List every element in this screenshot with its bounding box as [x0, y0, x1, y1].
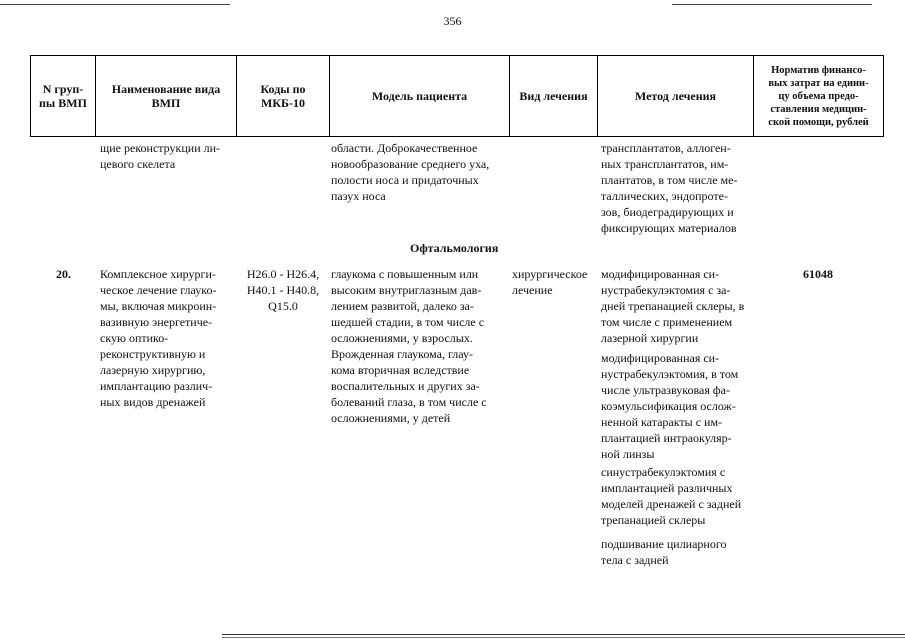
icd-codes: H26.0 - H26.4, H40.1 - H40.8, Q15.0 — [246, 267, 320, 313]
financial-norm-value: 61048 — [803, 267, 833, 281]
continuation-method: трансплантатов, аллоген- ных трансплантатов, им- плантатов, в том числе ме- таллических, эндопроте- зов, биодеградирующих и фиксирующих материалов — [601, 141, 738, 235]
section-title: Офтальмология — [410, 241, 499, 255]
page-number: 356 — [443, 14, 462, 28]
header-bottom-border — [30, 136, 884, 137]
treatment-method-1: модифицированная си- нустрабекулэктомия с за- дней трепанацией склеры, в том числе с применением лазерной хирургии — [601, 267, 745, 345]
continuation-name: щие реконструкции ли- цевого скелета — [100, 141, 221, 171]
treatment-method-4: подшивание цилиарного тела с задней — [601, 537, 727, 567]
header-financial-norm: Норматив финансо- вых затрат на едини- цу объема предо- ставления медицин- ской помощи, рублей — [768, 64, 869, 128]
header-patient-model: Модель пациента — [371, 89, 468, 103]
column-divider — [883, 55, 884, 137]
treatment-method-3: синустрабекулэктомия с имплантацией различных моделей дренажей с задней трепанацией склеры — [601, 465, 742, 527]
group-number: 20. — [56, 267, 71, 281]
header-treatment-type: Вид лечения — [519, 89, 588, 103]
treatment-type: хирургическое лечение — [512, 267, 588, 297]
scan-bottom-line — [222, 634, 905, 635]
scan-bottom-line — [222, 637, 905, 638]
scan-top-line — [672, 4, 872, 5]
scan-top-line — [0, 4, 230, 5]
treatment-method-2: модифицированная си- нустрабекулэктомия, в том числе ультразвуковая фа- коэмульсификация ослож- ненной катаракты с им- плантацией интраокуляр- ной линзы — [601, 351, 739, 461]
continuation-patient-model: области. Доброкачественное новообразование среднего уха, полости носа и придаточных пазух носа — [331, 141, 490, 203]
header-icd-codes: Коды по МКБ-10 — [260, 82, 306, 110]
header-vmp-name: Наименование вида ВМП — [111, 82, 221, 110]
header-treatment-method: Метод лечения — [634, 89, 717, 103]
patient-model: глаукома с повышенным или высоким внутриглазным дав- лением развитой, далеко за- шедшей стадии, в том числе с осложнениями, у взрослых. Врожденная глаукома, глау- кома вторичная вследствие воспалительных и других за- болеваний глаза, в том числе с осложнениями, у детей — [331, 267, 487, 425]
header-group-number: N груп- пы ВМП — [39, 82, 87, 110]
vmp-name: Комплексное хирурги- ческое лечение глауко- мы, включая микроин- вазивную энергетиче- скую оптико- реконструктивную и лазерную хирургию, имплантацию различ- ных видов дренажей — [100, 267, 217, 409]
